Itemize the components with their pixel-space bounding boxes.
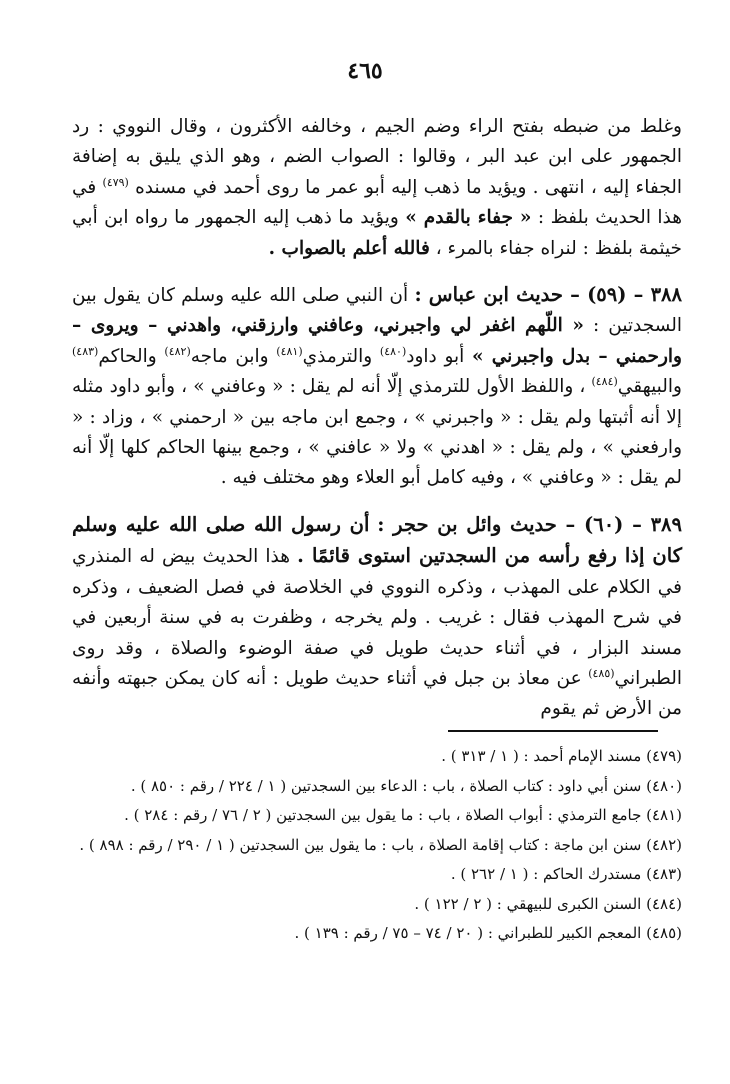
intro-closing: فالله أعلم بالصواب . — [268, 237, 430, 259]
hadith-388-text-2: أبو داود — [406, 345, 465, 367]
footnote-ref-481: (٤٨١) — [276, 344, 303, 358]
hadith-389-text-1: هذا الحديث بيض له المنذري في الكلام على المهذب ، وذكره النووي في الخلاصة في فصل الضعيف ، وذكره في شرح المهذب فقال : غريب . ولم يخرجه ، وظفرت به في سنة أربعين في مسند البزار ، في أثناء حديث طويل في صفة الوضوء والصلاة ، وقد روى الطبراني — [72, 546, 682, 689]
intro-text-3: ويؤيد ما ذهب إليه الجمهور ما رواه ابن أبي خيثمة بلفظ : لنراه جفاء بالمرء ، — [72, 207, 682, 259]
footnotes — [72, 742, 682, 949]
footnote-482: (٤٨٢) سنن ابن ماجة : كتاب إقامة الصلاة ، باب : ما يقول بين السجدتين ( ١ / ٢٩٠ / رقم : ٨٩٨ ) . — [79, 835, 682, 854]
hadith-388-heading: ٣٨٨ – (٥٩) – حديث ابن عباس : — [414, 283, 682, 307]
paragraph-gap — [72, 494, 682, 510]
intro-paragraph — [72, 112, 682, 264]
footnote-481: (٤٨١) جامع الترمذي : أبواب الصلاة ، باب : ما يقول بين السجدتين ( ٢ / ٧٦ / رقم : ٢٨٤ ) . — [124, 806, 682, 824]
footnote-479: (٤٧٩) مسند الإمام أحمد : ( ١ / ٣١٣ ) . — [441, 747, 682, 765]
intro-text-2: في هذا الحديث بلفظ : — [72, 176, 683, 229]
main-text — [72, 112, 682, 725]
paragraph-gap — [72, 264, 682, 280]
footnote-484: (٤٨٤) السنن الكبرى للبيهقي : ( ٢ / ١٢٢ ) . — [414, 894, 682, 913]
hadith-389-matn: أن رسول الله صلى الله عليه وسلم كان إذا رفع رأسه من السجدتين استوى قائمًا . — [72, 512, 682, 568]
footnote-separator — [448, 730, 658, 732]
hadith-389-heading: ٣٨٩ – (٦٠) – حديث وائل بن حجر : — [377, 512, 682, 536]
hadith-389-text-2: عن معاذ بن جبل في أثناء حديث طويل : أنه كان يمكن جبهته وأنفه من الأرض ثم يقوم — [72, 667, 682, 720]
hadith-388-dua: « اللّهم اغفر لي واجبرني، وعافني وارزقني، واهدني – ويروى –وارحمني – بدل واجبرني » — [72, 315, 682, 367]
footnote-ref-483: (٤٨٣) — [72, 344, 99, 358]
footnote-480: (٤٨٠) سنن أبي داود : كتاب الصلاة ، باب : الدعاء بين السجدتين ( ١ / ٢٢٤ / رقم : ٨٥٠ ) . — [130, 776, 682, 795]
footnote-483: (٤٨٣) مستدرك الحاكم : ( ١ / ٢٦٢ ) . — [450, 865, 682, 883]
intro-text-1: وغلط من ضبطه بفتح الراء وضم الجيم ، وخالفه الأكثرون ، وقال النووي : رد الجمهور على ابن عبد البر ، وقالوا : الصواب الضم ، وهو الذي يليق به إضافة الجفاء إليه ، انتهى . ويؤيد ما ذهب إليه أبو عمر ما روى أحمد في مسنده — [72, 116, 682, 198]
hadith-388-text-7: ، واللفظ الأول للترمذي إلّا أنه لم يقل : « وعافني » ، وأبو داود مثله إلا أنه أثبتها ولم يقل : « واجبرني » ، وجمع ابن ماجه بين « ارحمني » ، وزاد : « وارفعني » ، ولم يقل : « اهدني » ولا « عافني » ، وجمع بينها الحاكم كلها إلّا أنه لم يقل : « وعافني » ، وفيه كامل أبو العلاء وهو مختلف فيه . — [72, 376, 682, 489]
hadith-388-text-4: وابن ماجه — [190, 345, 269, 367]
footnote-ref-484: (٤٨٤) — [591, 375, 618, 389]
footnote-ref-485: (٤٨٥) — [588, 666, 615, 680]
hadith-388-text-3: والترمذي — [302, 345, 373, 367]
hadith-388-text-6: والبيهقي — [617, 376, 682, 398]
hadith-389-paragraph — [72, 510, 682, 725]
footnote-ref-480: (٤٨٠) — [379, 344, 407, 358]
footnote-ref-479: (٤٧٩) — [102, 175, 129, 189]
page-number: ٤٦٥ — [347, 58, 383, 84]
footnote-ref-482: (٤٨٢) — [164, 344, 191, 358]
intro-quote: « جفاء بالقدم » — [405, 207, 532, 229]
footnote-485: (٤٨٥) المعجم الكبير للطبراني : ( ٢٠ / ٧٤ – ٧٥ / رقم : ١٣٩ ) . — [294, 924, 682, 942]
hadith-388-text-5: والحاكم — [98, 345, 157, 367]
hadith-388-paragraph — [72, 280, 682, 494]
hadith-388-text-1: أن النبي صلى الله عليه وسلم كان يقول بين السجدتين : — [72, 285, 682, 337]
